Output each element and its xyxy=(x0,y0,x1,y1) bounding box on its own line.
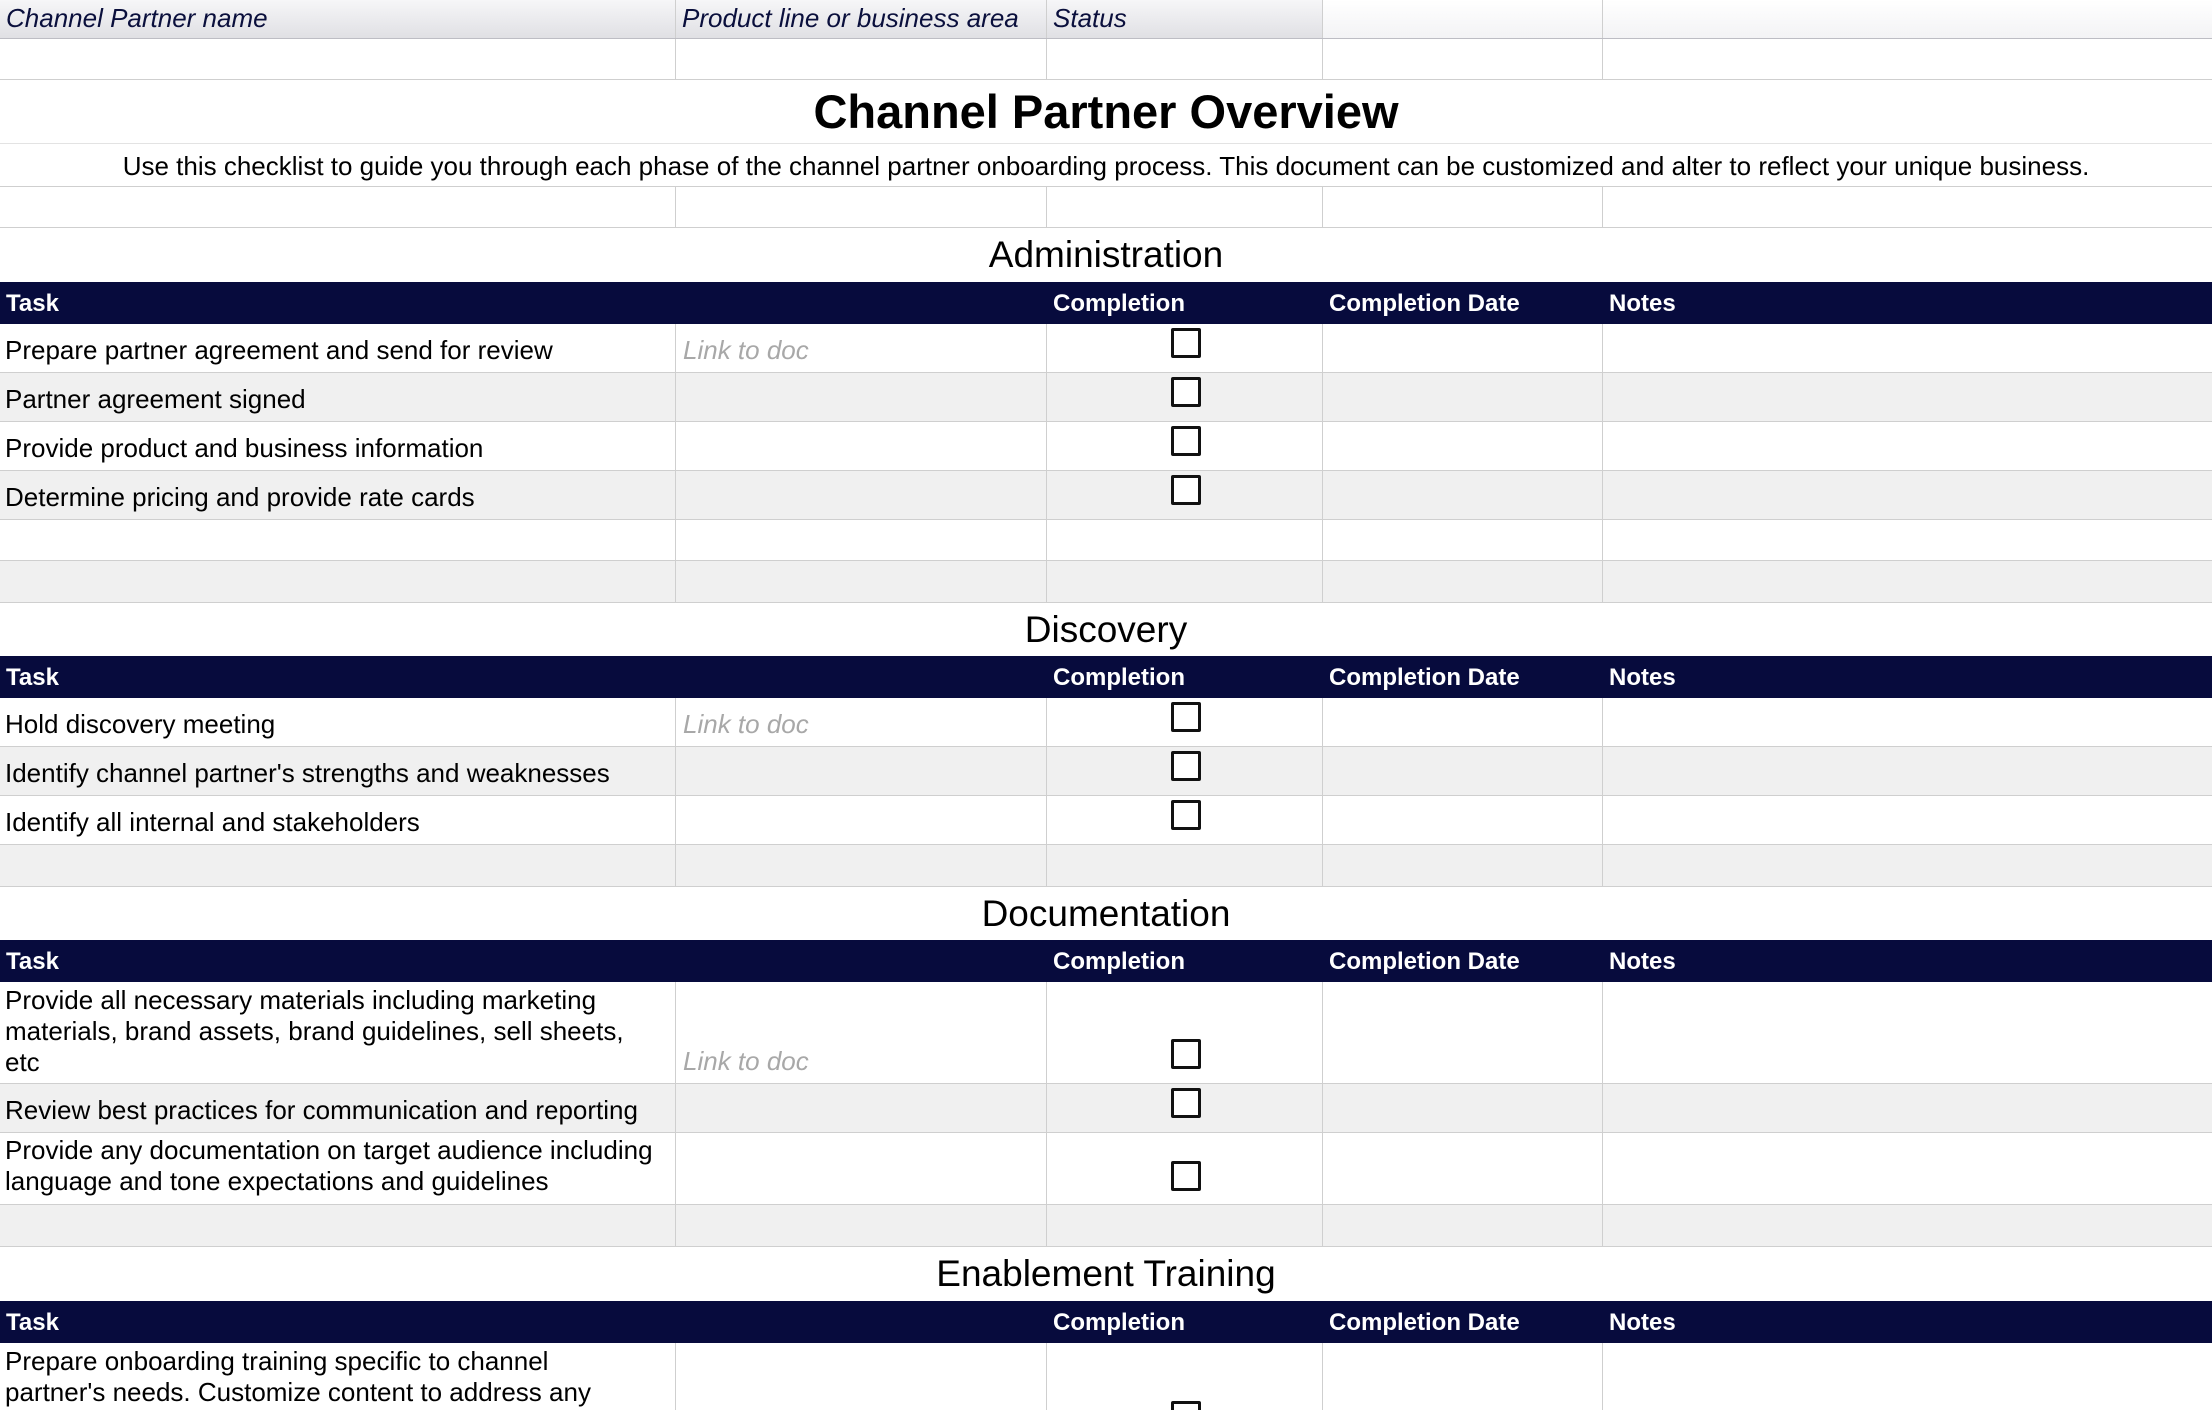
col-link xyxy=(676,1301,1047,1343)
completion-date-cell[interactable] xyxy=(1323,982,1603,1083)
task-cell[interactable] xyxy=(0,471,676,519)
notes-cell[interactable] xyxy=(1603,1343,2212,1410)
task-text: Hold discovery meeting xyxy=(5,709,276,739)
task-text: Review best practices for communication and reporting xyxy=(5,1095,638,1125)
completion-date-cell[interactable] xyxy=(1323,422,1603,470)
empty-cell[interactable] xyxy=(1047,520,1323,560)
task-cell[interactable] xyxy=(0,1133,676,1204)
link-to-doc[interactable]: Link to doc xyxy=(683,1046,809,1076)
empty-cell[interactable] xyxy=(676,520,1047,560)
task-text: Identify channel partner's strengths and weaknesses xyxy=(5,758,610,788)
empty-cell[interactable] xyxy=(1047,561,1323,602)
completion-checkbox[interactable] xyxy=(1171,1088,1201,1118)
top-header-row xyxy=(0,0,2212,39)
task-text: Provide any documentation on target audience including language and tone expectations and guidelines xyxy=(5,1135,653,1196)
empty-cell[interactable] xyxy=(1323,39,1603,79)
empty-cell[interactable] xyxy=(1323,561,1603,602)
completion-date-cell[interactable] xyxy=(1323,1343,1603,1410)
empty-cell[interactable] xyxy=(0,520,676,560)
empty-cell[interactable] xyxy=(0,561,676,602)
completion-date-cell[interactable] xyxy=(1323,747,1603,795)
table-row xyxy=(0,698,2212,747)
task-cell[interactable] xyxy=(0,1343,676,1410)
empty-cell[interactable] xyxy=(0,187,676,227)
table-header xyxy=(0,656,2212,698)
empty-row xyxy=(0,187,2212,228)
table-row xyxy=(0,1133,2212,1205)
table-row xyxy=(0,1084,2212,1133)
col-completion-date: Completion Date xyxy=(1329,664,1520,691)
link-cell[interactable] xyxy=(676,471,1047,519)
col-completion: Completion xyxy=(1053,948,1185,975)
link-to-doc[interactable]: Link to doc xyxy=(683,335,809,365)
completion-cell xyxy=(1047,324,1323,372)
col-link xyxy=(676,282,1047,324)
link-cell[interactable] xyxy=(676,1133,1047,1204)
col-task: Task xyxy=(6,664,59,691)
col-notes: Notes xyxy=(1609,664,1676,691)
empty-cell[interactable] xyxy=(1323,520,1603,560)
empty-cell[interactable] xyxy=(1323,0,1603,38)
page-subtitle: Use this checklist to guide you through each phase of the channel partner onboarding process. This document can be customized and alter to reflect your unique business. xyxy=(0,145,2212,187)
task-cell[interactable] xyxy=(0,796,676,844)
empty-cell[interactable] xyxy=(676,39,1047,79)
completion-date-cell[interactable] xyxy=(1323,471,1603,519)
completion-cell xyxy=(1047,982,1323,1083)
empty-row xyxy=(0,845,2212,887)
notes-cell[interactable] xyxy=(1603,1084,2212,1132)
col-completion: Completion xyxy=(1053,664,1185,691)
section-title-documentation: Documentation xyxy=(981,893,1231,934)
table-row xyxy=(0,471,2212,520)
page-title: Channel Partner Overview xyxy=(0,80,2212,144)
completion-checkbox[interactable] xyxy=(1171,751,1201,781)
product-line-cell[interactable] xyxy=(676,0,1047,38)
completion-cell xyxy=(1047,1133,1323,1204)
notes-cell[interactable] xyxy=(1603,747,2212,795)
link-cell[interactable] xyxy=(676,373,1047,421)
empty-cell[interactable] xyxy=(1323,1205,1603,1246)
table-row xyxy=(0,747,2212,796)
completion-checkbox[interactable] xyxy=(1171,426,1201,456)
task-cell[interactable] xyxy=(0,698,676,746)
task-cell[interactable] xyxy=(0,324,676,372)
completion-date-cell[interactable] xyxy=(1323,373,1603,421)
link-cell[interactable] xyxy=(676,747,1047,795)
completion-date-cell[interactable] xyxy=(1323,796,1603,844)
completion-cell xyxy=(1047,698,1323,746)
completion-cell xyxy=(1047,1084,1323,1132)
empty-cell[interactable] xyxy=(1047,845,1323,886)
empty-cell[interactable] xyxy=(676,845,1047,886)
completion-date-cell[interactable] xyxy=(1323,1133,1603,1204)
empty-cell[interactable] xyxy=(676,561,1047,602)
completion-date-cell[interactable] xyxy=(1323,698,1603,746)
partner-name-cell[interactable] xyxy=(0,0,676,38)
table-row xyxy=(0,1343,2212,1410)
col-completion-date: Completion Date xyxy=(1329,290,1520,317)
completion-checkbox[interactable] xyxy=(1171,328,1201,358)
empty-cell[interactable] xyxy=(1603,561,2212,602)
empty-cell[interactable] xyxy=(676,1205,1047,1246)
completion-checkbox[interactable] xyxy=(1171,1039,1201,1069)
completion-checkbox[interactable] xyxy=(1171,1401,1201,1410)
task-text: Provide all necessary materials including marketing materials, brand assets, brand guidelines, sell sheets, etc xyxy=(5,985,624,1077)
empty-cell[interactable] xyxy=(1603,1205,2212,1246)
empty-cell[interactable] xyxy=(1603,845,2212,886)
table-row xyxy=(0,324,2212,373)
notes-cell[interactable] xyxy=(1603,982,2212,1083)
col-task: Task xyxy=(6,948,59,975)
section-title-administration: Administration xyxy=(988,234,1224,275)
task-cell[interactable] xyxy=(0,747,676,795)
completion-checkbox[interactable] xyxy=(1171,800,1201,830)
link-cell[interactable] xyxy=(676,422,1047,470)
link-to-doc[interactable]: Link to doc xyxy=(683,709,809,739)
link-cell[interactable] xyxy=(676,698,1047,746)
empty-cell[interactable] xyxy=(1323,187,1603,227)
task-text: Partner agreement signed xyxy=(5,384,306,414)
table-row xyxy=(0,373,2212,422)
completion-cell xyxy=(1047,1343,1323,1410)
notes-cell[interactable] xyxy=(1603,698,2212,746)
completion-cell xyxy=(1047,373,1323,421)
link-cell[interactable] xyxy=(676,1343,1047,1410)
empty-cell[interactable] xyxy=(1047,1205,1323,1246)
notes-cell[interactable] xyxy=(1603,796,2212,844)
notes-cell[interactable] xyxy=(1603,373,2212,421)
status-cell[interactable] xyxy=(1047,0,1323,38)
link-cell[interactable] xyxy=(676,1084,1047,1132)
task-text: Identify all internal and stakeholders xyxy=(5,807,420,837)
col-link xyxy=(676,656,1047,698)
col-notes: Notes xyxy=(1609,948,1676,975)
col-completion-date: Completion Date xyxy=(1329,1309,1520,1336)
completion-checkbox[interactable] xyxy=(1171,702,1201,732)
col-link xyxy=(676,940,1047,982)
task-text: Determine pricing and provide rate cards xyxy=(5,482,475,512)
link-cell[interactable] xyxy=(676,324,1047,372)
col-completion: Completion xyxy=(1053,1309,1185,1336)
notes-cell[interactable] xyxy=(1603,422,2212,470)
col-notes: Notes xyxy=(1609,1309,1676,1336)
empty-cell[interactable] xyxy=(0,1205,676,1246)
link-cell[interactable] xyxy=(676,982,1047,1083)
task-cell[interactable] xyxy=(0,982,676,1083)
table-row xyxy=(0,796,2212,845)
empty-cell[interactable] xyxy=(1323,845,1603,886)
completion-cell xyxy=(1047,747,1323,795)
col-completion-date: Completion Date xyxy=(1329,948,1520,975)
col-task: Task xyxy=(6,1309,59,1336)
notes-cell[interactable] xyxy=(1603,471,2212,519)
empty-cell[interactable] xyxy=(0,39,676,79)
empty-cell[interactable] xyxy=(1603,520,2212,560)
empty-cell[interactable] xyxy=(1603,39,2212,79)
product-line-label: Product line or business area xyxy=(682,3,1019,33)
completion-cell xyxy=(1047,796,1323,844)
task-text: Prepare partner agreement and send for review xyxy=(5,335,553,365)
table-header xyxy=(0,1301,2212,1343)
completion-cell xyxy=(1047,471,1323,519)
task-text: Prepare onboarding training specific to channel partner's needs. Customize content to address any xyxy=(5,1346,591,1407)
section-title-discovery: Discovery xyxy=(1024,609,1188,650)
completion-checkbox[interactable] xyxy=(1171,475,1201,505)
completion-date-cell[interactable] xyxy=(1323,1084,1603,1132)
task-cell[interactable] xyxy=(0,422,676,470)
partner-name-label: Channel Partner name xyxy=(6,3,268,33)
completion-cell xyxy=(1047,422,1323,470)
link-cell[interactable] xyxy=(676,796,1047,844)
task-text: Provide product and business information xyxy=(5,433,484,463)
col-task: Task xyxy=(6,290,59,317)
table-row xyxy=(0,982,2212,1084)
task-cell[interactable] xyxy=(0,373,676,421)
completion-checkbox[interactable] xyxy=(1171,377,1201,407)
empty-row xyxy=(0,1205,2212,1247)
empty-cell[interactable] xyxy=(1603,187,2212,227)
notes-cell[interactable] xyxy=(1603,324,2212,372)
notes-cell[interactable] xyxy=(1603,1133,2212,1204)
empty-cell[interactable] xyxy=(1603,0,2212,38)
table-header xyxy=(0,940,2212,982)
empty-cell[interactable] xyxy=(0,845,676,886)
col-completion: Completion xyxy=(1053,290,1185,317)
col-notes: Notes xyxy=(1609,290,1676,317)
empty-row xyxy=(0,561,2212,603)
empty-cell[interactable] xyxy=(1047,39,1323,79)
table-header xyxy=(0,282,2212,324)
status-label: Status xyxy=(1053,3,1127,33)
empty-cell[interactable] xyxy=(1047,187,1323,227)
empty-row xyxy=(0,520,2212,561)
completion-checkbox[interactable] xyxy=(1171,1161,1201,1191)
empty-cell[interactable] xyxy=(676,187,1047,227)
empty-row xyxy=(0,39,2212,80)
task-cell[interactable] xyxy=(0,1084,676,1132)
completion-date-cell[interactable] xyxy=(1323,324,1603,372)
section-title-enablement-training: Enablement Training xyxy=(936,1253,1276,1294)
table-row xyxy=(0,422,2212,471)
